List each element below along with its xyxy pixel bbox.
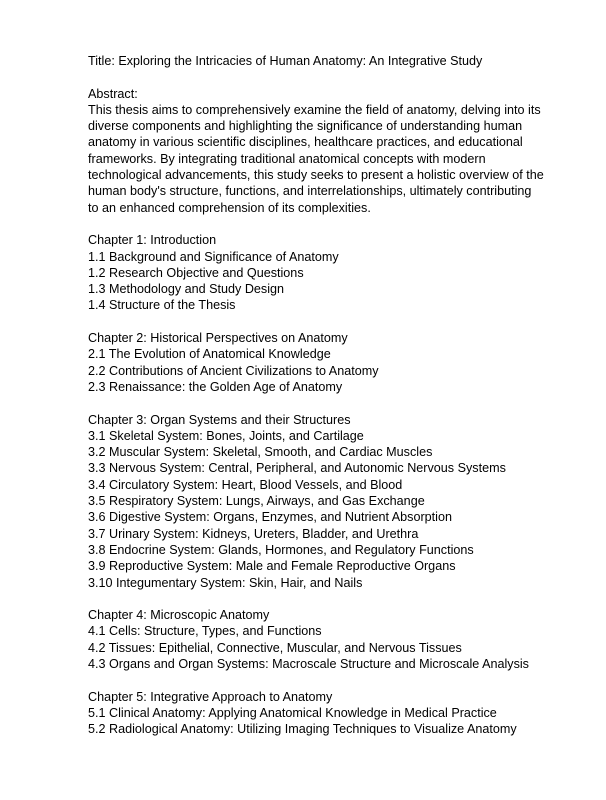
chapter-2 <box>88 330 546 395</box>
spacer <box>88 591 546 607</box>
section-item: 1.3 Methodology and Study Design <box>88 282 285 297</box>
abstract-line: anatomy in various scientific disciplines, healthcare practices, and educational <box>88 135 523 150</box>
section-item: 1.1 Background and Significance of Anatomy <box>88 249 339 264</box>
document-title: Title: Exploring the Intricacies of Human Anatomy: An Integrative Study <box>88 54 483 68</box>
section-item: 1.4 Structure of the Thesis <box>88 298 236 313</box>
abstract-line: diverse components and highlighting the significance of understanding human <box>88 119 523 134</box>
section-item: 3.2 Muscular System: Skeletal, Smooth, and Cardiac Muscles <box>88 445 433 460</box>
abstract-line: This thesis aims to comprehensively examine the field of anatomy, delving into its <box>88 102 541 117</box>
spacer <box>88 395 546 411</box>
section-item: 2.1 The Evolution of Anatomical Knowledge <box>88 347 331 362</box>
chapter-heading: Chapter 1: Introduction <box>88 233 217 248</box>
abstract-line: to an enhanced comprehension of its complexities. <box>88 200 371 215</box>
section-item: 3.10 Integumentary System: Skin, Hair, and Nails <box>88 575 363 590</box>
section-item: 2.2 Contributions of Ancient Civilizations to Anatomy <box>88 363 379 378</box>
section-item: 3.9 Reproductive System: Male and Female Reproductive Organs <box>88 559 456 574</box>
section-item: 4.1 Cells: Structure, Types, and Functions <box>88 624 322 639</box>
section-item: 1.2 Research Objective and Questions <box>88 265 304 280</box>
spacer <box>88 216 546 232</box>
chapter-heading: Chapter 3: Organ Systems and their Structures <box>88 412 351 427</box>
section-item: 3.4 Circulatory System: Heart, Blood Vessels, and Blood <box>88 477 403 492</box>
chapter-5 <box>88 689 546 738</box>
section-item: 3.6 Digestive System: Organs, Enzymes, and Nutrient Absorption <box>88 510 452 525</box>
abstract-section <box>88 86 546 216</box>
section-item: 4.2 Tissues: Epithelial, Connective, Muscular, and Nervous Tissues <box>88 640 462 655</box>
section-item: 3.5 Respiratory System: Lungs, Airways, and Gas Exchange <box>88 494 425 509</box>
chapter-heading: Chapter 4: Microscopic Anatomy <box>88 608 270 623</box>
chapter-1 <box>88 232 546 313</box>
spacer <box>88 314 546 330</box>
chapter-3 <box>88 412 546 591</box>
chapter-heading: Chapter 5: Integrative Approach to Anatomy <box>88 689 333 704</box>
abstract-heading: Abstract: <box>88 86 138 101</box>
spacer <box>88 672 546 688</box>
abstract-line: frameworks. By integrating traditional anatomical concepts with modern <box>88 151 486 166</box>
abstract-line: human body's structure, functions, and interrelationships, ultimately contributing <box>88 184 532 199</box>
section-item: 4.3 Organs and Organ Systems: Macroscale Structure and Microscale Analysis <box>88 656 529 671</box>
abstract-line: technological advancements, this study seeks to present a holistic overview of the <box>88 168 544 183</box>
section-item: 5.2 Radiological Anatomy: Utilizing Imaging Techniques to Visualize Anatomy <box>88 722 517 737</box>
chapter-4 <box>88 607 546 672</box>
section-item: 5.1 Clinical Anatomy: Applying Anatomical Knowledge in Medical Practice <box>88 705 497 720</box>
chapter-heading: Chapter 2: Historical Perspectives on Anatomy <box>88 331 348 346</box>
section-item: 3.1 Skeletal System: Bones, Joints, and Cartilage <box>88 428 364 443</box>
section-item: 3.3 Nervous System: Central, Peripheral, and Autonomic Nervous Systems <box>88 461 506 476</box>
section-item: 2.3 Renaissance: the Golden Age of Anatomy <box>88 379 343 394</box>
section-item: 3.7 Urinary System: Kidneys, Ureters, Bladder, and Urethra <box>88 526 419 541</box>
spacer <box>88 69 546 85</box>
section-item: 3.8 Endocrine System: Glands, Hormones, and Regulatory Functions <box>88 542 474 557</box>
